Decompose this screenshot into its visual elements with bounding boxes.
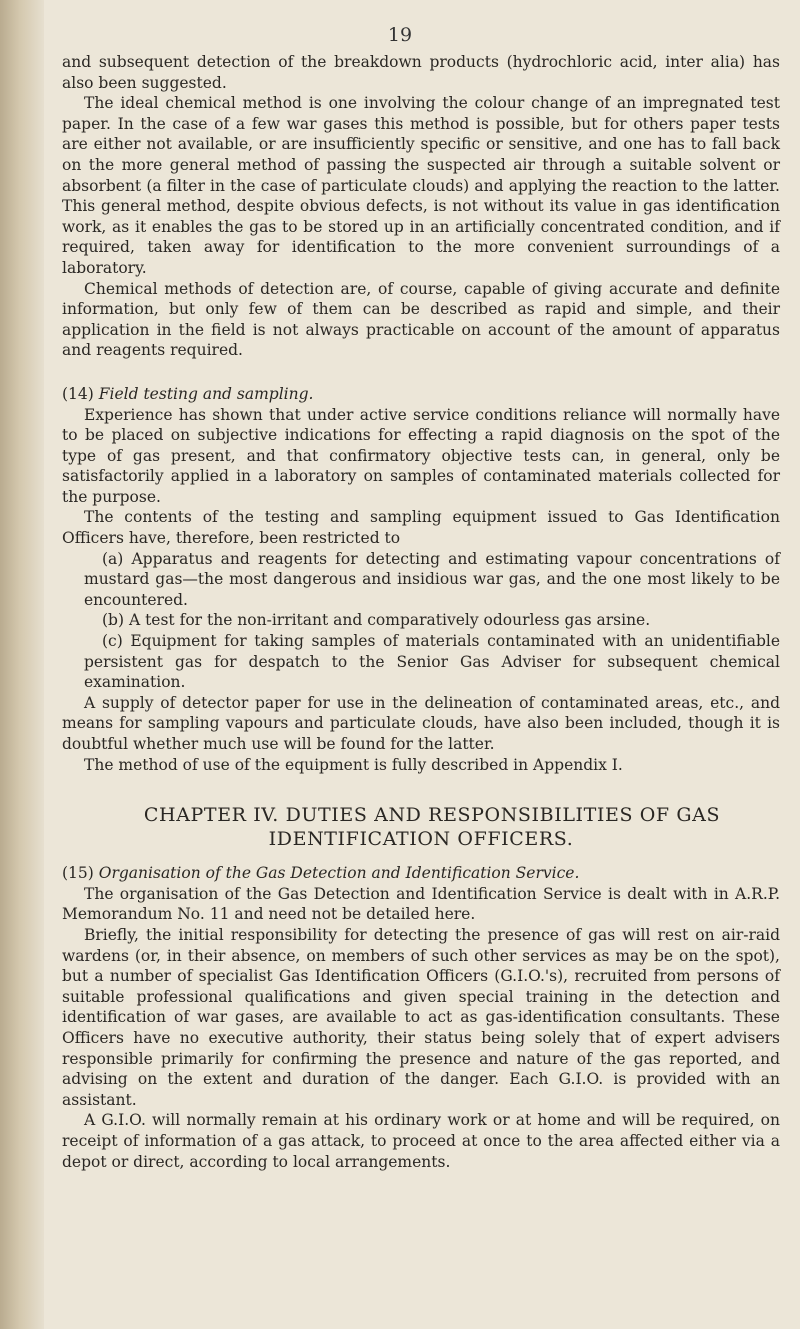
section-number: (14) [62, 384, 94, 403]
chapter-title: CHAPTER IV. DUTIES AND RESPONSIBILITIES OF GAS IDENTIFICATION OFFICERS. [143, 804, 721, 851]
list-item: (b) A test for the non-irritant and comparatively odourless gas arsine. [102, 611, 651, 630]
paragraph: The ideal chemical method is one involving the colour change of an impregnated test paper. In the case of a few war gases this method is possible, but for others paper tests are either not available, or are insufficiently specific or sensitive, and one has to fall back on the more general method of passing the suspected air through a suitable solvent or absorbent (a filter in the case of particulate clouds) and applying the reaction to the latter. This general method, despite obvious defects, is not without its value in gas identification work, as it enables the gas to be stored up in an artificially concentrated condition, and if required, taken away for identification to the more convenient surroundings of a laboratory. [62, 94, 780, 277]
list-item: (a) Apparatus and reagents for detecting and estimating vapour concentrations of mustard gas—the most dangerous and insidious war gas, and the one most likely to be encountered. [84, 549, 780, 609]
paragraph: Chemical methods of detection are, of course, capable of giving accurate and definite information, but only few of them can be described as rapid and simple, and their application in the field is not always practicable on account of the amount of apparatus and reagents required. [62, 279, 780, 360]
paragraph: A supply of detector paper for use in the delineation of contaminated areas, etc., and means for sampling vapours and particulate clouds, have also been included, though it is doubtful whether much use will be found for the latter. [62, 693, 780, 753]
paragraph: Experience has shown that under active service conditions reliance will normally have to be placed on subjective indications for effecting a rapid diagnosis on the spot of the type of gas present, and that confirmatory objective tests can, in general, only be satisfactorily applied in a laboratory on samples of contaminated materials collected for the purpose. [62, 405, 780, 506]
page-number: 19 [387, 24, 413, 46]
section-title: Field testing and sampling. [98, 384, 314, 403]
paragraph: and subsequent detection of the breakdown products (hydrochloric acid, inter alia) has also been suggested. [62, 53, 780, 92]
section-title: Organisation of the Gas Detection and Identification Service. [98, 864, 580, 883]
paragraph: The contents of the testing and sampling equipment issued to Gas Identification Officers have, therefore, been restricted to [62, 508, 780, 548]
section-number: (15) [62, 864, 94, 883]
paragraph: The organisation of the Gas Detection and Identification Service is dealt with in A.R.P. Memorandum No. 11 and need not be detailed here. [62, 884, 780, 924]
paragraph: The method of use of the equipment is fully described in Appendix I. [84, 755, 623, 774]
paragraph: A G.I.O. will normally remain at his ordinary work or at home and will be required, on receipt of information of a gas attack, to proceed at once to the area affected either via a depot or direct, according to local arrangements. [62, 1111, 780, 1171]
section-heading-15 [62, 863, 780, 884]
page-body [62, 52, 780, 1172]
list-item: (c) Equipment for taking samples of materials contaminated with an unidentifiable persistent gas for despatch to the Senior Gas Adviser for subsequent chemical examination. [84, 632, 780, 692]
page-binding-edge [0, 0, 44, 1329]
paragraph: Briefly, the initial responsibility for detecting the presence of gas will rest on air-raid wardens (or, in their absence, on members of such other services as may be on the spot), but a number of specialist Gas Identification Officers (G.I.O.'s), recruited from persons of suitable professional qualifications and given special training in the detection and identification of war gases, are available to act as gas-identification consultants. These Officers have no executive authority, their status being solely that of expert advisers responsible primarily for confirming the presence and nature of the gas reported, and advising on the extent and duration of the danger. Each G.I.O. is provided with an assistant. [62, 925, 780, 1109]
section-heading-14 [62, 384, 780, 405]
